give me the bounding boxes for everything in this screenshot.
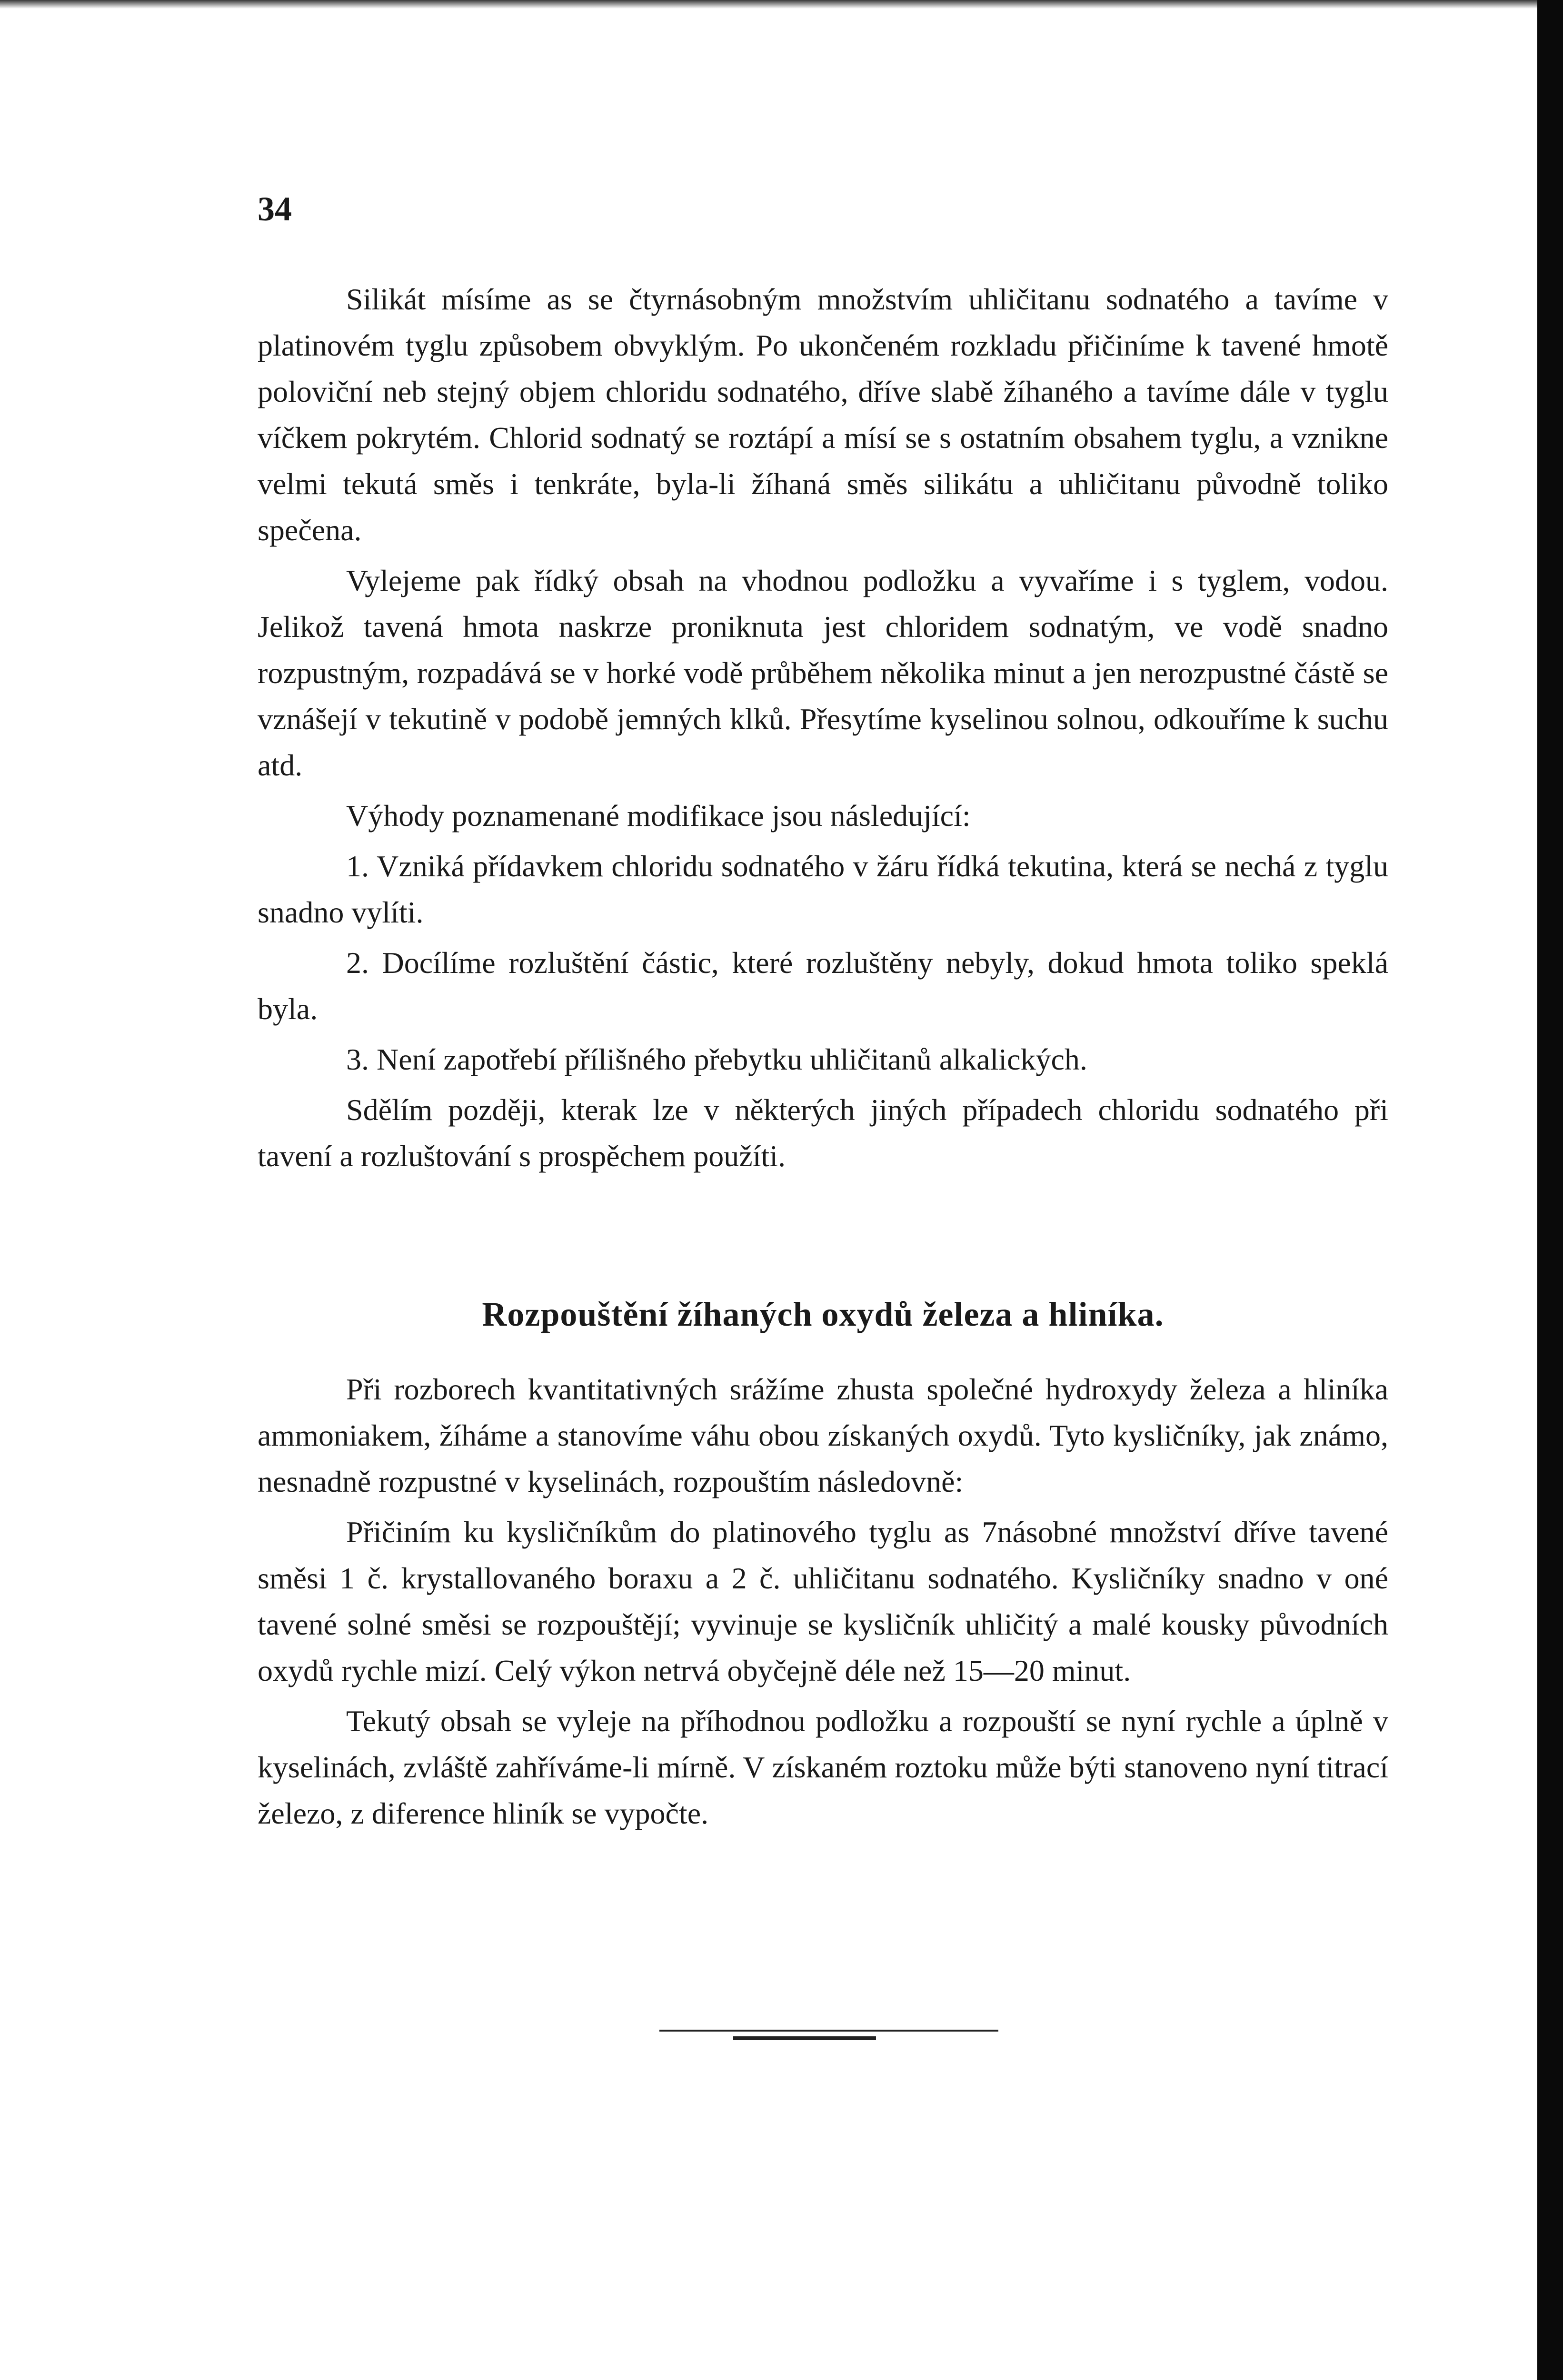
section-1-body (258, 276, 1388, 1179)
paragraph: Tekutý obsah se vyleje na příhodnou podložku a rozpouští se nyní rychle a úplně v kyselinách, zvláště zahříváme-li mírně. V získaném roztoku může býti stanoveno nyní titrací železo, z diference hliník se vypočte. (258, 1704, 1388, 1830)
paragraph: Výhody poznamenané modifikace jsou následující: (346, 799, 971, 833)
list-item: 3. Není zapotřebí přílišného přebytku uhličitanů alkalických. (346, 1042, 1087, 1076)
paragraph: Při rozborech kvantitativných srážíme zhusta společné hydroxydy železa a hliníka ammoniakem, žíháme a stanovíme váhu obou získaných oxydů. Tyto kysličníky, jak známo, nesnadně rozpustné v kyselinách, rozpouštím následovně: (258, 1372, 1388, 1498)
section-2-body (258, 1366, 1388, 1836)
page-number: 34 (258, 190, 292, 228)
scan-edge-top (0, 0, 1563, 9)
list-item: 2. Docílíme rozluštění částic, které rozluštěny nebyly, dokud hmota toliko speklá byla. (258, 946, 1388, 1026)
end-rule-accent (733, 2036, 876, 2040)
end-rule (659, 2030, 998, 2032)
paragraph: Přičiním ku kysličníkům do platinového tyglu as 7násobné množství dříve tavené směsi 1 č. krystallovaného boraxu a 2 č. uhličitanu sodnatého. Kysličníky snadno v oné tavené solné směsi se rozpouštějí; vyvinuje se kysličník uhličitý a malé kousky původních oxydů rychle mizí. Celý výkon netrvá obyčejně déle než 15—20 minut. (258, 1515, 1388, 1687)
section-heading: Rozpouštění žíhaných oxydů železa a hliníka. (482, 1295, 1164, 1333)
list-item: 1. Vzniká přídavkem chloridu sodnatého v žáru řídká tekutina, která se nechá z tyglu snadno vylíti. (258, 849, 1388, 929)
paragraph: Vylejeme pak řídký obsah na vhodnou podložku a vyvaříme i s tyglem, vodou. Jelikož tavená hmota naskrze proniknuta jest chloridem sodnatým, ve vodě snadno rozpustným, rozpadává se v horké vodě průběhem několika minut a jen nerozpustné částě se vznášejí v tekutině v podobě jemných klků. Přesytíme kyselinou solnou, odkouříme k suchu atd. (258, 564, 1388, 782)
scan-edge-right (1537, 0, 1563, 2380)
paragraph: Silikát mísíme as se čtyrnásobným množstvím uhličitanu sodnatého a tavíme v platinovém tyglu způsobem obvyklým. Po ukončeném rozkladu přičiníme k tavené hmotě poloviční neb stejný objem chloridu sodnatého, dříve slabě žíhaného a tavíme dále v tyglu víčkem pokrytém. Chlorid sodnatý se roztápí a mísí se s ostatním obsahem tyglu, a vznikne velmi tekutá směs i tenkráte, byla-li žíhaná směs silikátu a uhličitanu původně toliko spečena. (258, 282, 1388, 547)
paragraph: Sdělím později, kterak lze v některých jiných případech chloridu sodnatého při tavení a rozluštování s prospěchem použíti. (258, 1093, 1388, 1173)
